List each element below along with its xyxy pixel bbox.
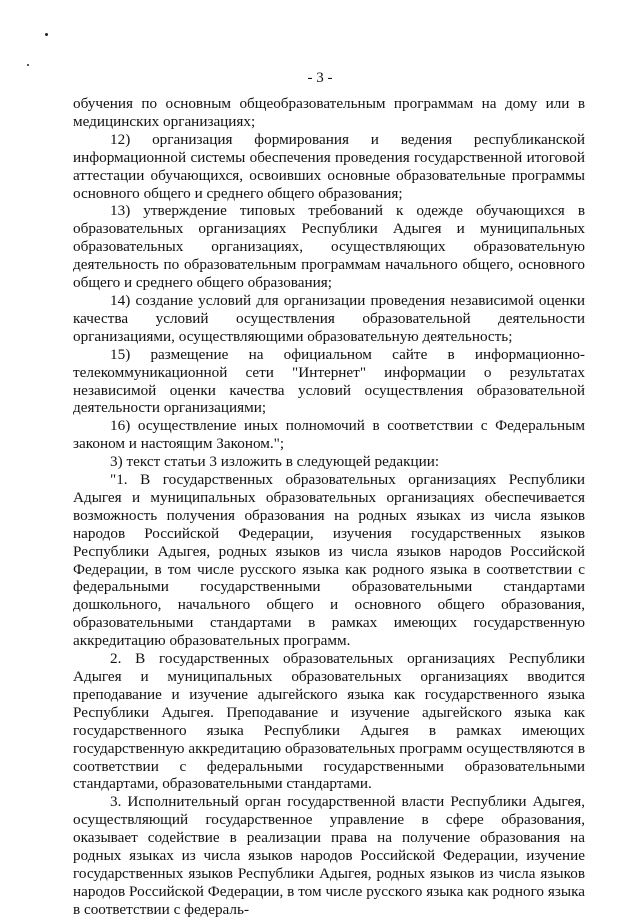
paragraph: 12) организация формирования и ведения республиканской информационной системы обеспечения проведения государственной итоговой аттестации обучающихся, освоивших основные образовательные программы основного общего и среднего общего образования; (73, 130, 585, 202)
paragraph: 14) создание условий для организации проведения независимой оценки качества условий осуществления образовательной деятельности организациями, осуществляющими образовательную деятельность; (73, 291, 585, 345)
scan-speck (45, 33, 48, 36)
paragraph: 3. Исполнительный орган государственной власти Республики Адыгея, осуществляющий государственное управление в сфере образования, оказывает содействие в реализации права на получение образования на родных языках из числа языков народов Российской Федерации, изучение государственных языков Республики Адыгея, родных языков из числа языков народов Российской Федерации, в том числе русского языка как родного языка в соответствии с федераль- (73, 793, 585, 918)
paragraph: 15) размещение на официальном сайте в информационно-телекоммуникационной сети "Интернет" информации о результатах независимой оценки качества условий осуществления образовательной деятельности организациями; (73, 345, 585, 417)
paragraph: 16) осуществление иных полномочий в соответствии с Федеральным законом и настоящим Законом."; (73, 417, 585, 453)
paragraph: "1. В государственных образовательных организациях Республики Адыгея и муниципальных образовательных организациях обеспечивается возможность получения образования на родных языках из числа языков народов Российской Федерации, изучения государственных языков Республики Адыгея, родных языков из числа языков народов Российской Федерации, в том числе русского языка как родного языка в соответствии с федеральными государственными образовательными стандартами дошкольного, начального общего и основного общего образования, образовательными стандартами в рамках имеющих государственную аккредитацию образовательных программ. (73, 471, 585, 650)
page-number: - 3 - (307, 70, 333, 86)
paragraph: 2. В государственных образовательных организациях Республики Адыгея и муниципальных образовательных организациях вводится преподавание и изучение адыгейского языка как государственного языка Республики Адыгея. Преподавание и изучение адыгейского языка как государственного языка Республики Адыгея в рамках имеющих государственную аккредитацию образовательных программ осуществляются в соответствии с федеральными государственными образовательными стандартами, образовательными стандартами. (73, 650, 585, 793)
paragraph: 3) текст статьи 3 изложить в следующей редакции: (110, 453, 440, 471)
paragraph: обучения по основным общеобразовательным программам на дому или в медицинских организациях; (73, 95, 585, 130)
paragraph: 13) утверждение типовых требований к одежде обучающихся в образовательных организациях Республики Адыгея и муниципальных образовательных организациях, осуществляющих образовательную деятельность по образовательным программам начального общего, основного общего и среднего общего образования; (73, 202, 585, 292)
document-body (73, 95, 585, 919)
scan-speck (27, 64, 29, 66)
